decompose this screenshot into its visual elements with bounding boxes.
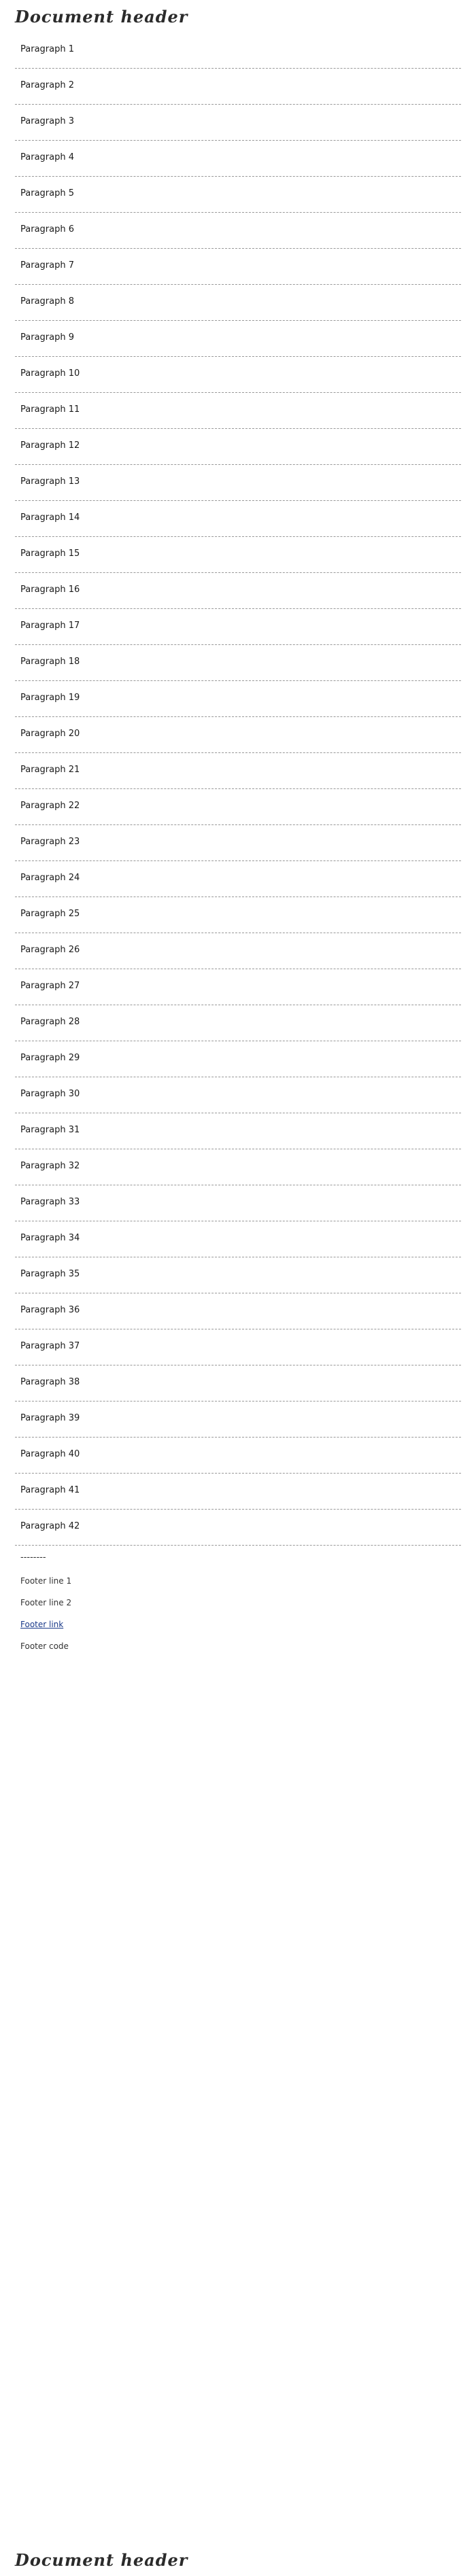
paragraph: Paragraph 10 <box>15 357 461 393</box>
paragraph: Paragraph 7 <box>15 249 461 285</box>
paragraph: Paragraph 1 <box>15 33 461 69</box>
footer-line: Footer line 2 <box>20 1598 72 1607</box>
paragraph: Paragraph 14 <box>15 501 461 537</box>
separator: -------- <box>20 1552 46 1563</box>
site-banner-bottom <box>0 2543 476 2576</box>
paragraph: Paragraph 6 <box>15 213 461 249</box>
paragraph: Paragraph 18 <box>15 645 461 681</box>
paragraph: Paragraph 5 <box>15 177 461 213</box>
paragraph: Paragraph 37 <box>15 1329 461 1365</box>
paragraph: Paragraph 11 <box>15 393 461 429</box>
paragraph: Paragraph 22 <box>15 789 461 825</box>
paragraph: Paragraph 39 <box>15 1402 461 1438</box>
article-footer <box>0 1546 476 1657</box>
paragraph: Paragraph 40 <box>15 1438 461 1474</box>
paragraph: Paragraph 26 <box>15 933 461 969</box>
paragraph: Paragraph 12 <box>15 429 461 465</box>
paragraph: Paragraph 36 <box>15 1293 461 1329</box>
site-banner-text: Document header <box>15 6 188 27</box>
article-body <box>0 33 476 1546</box>
paragraph: Paragraph 15 <box>15 537 461 573</box>
paragraph: Paragraph 16 <box>15 573 461 609</box>
paragraph: Paragraph 34 <box>15 1221 461 1257</box>
paragraph: Paragraph 35 <box>15 1257 461 1293</box>
paragraph: Paragraph 19 <box>15 681 461 717</box>
paragraph: Paragraph 21 <box>15 753 461 789</box>
footer-line: Footer line 1 <box>20 1576 72 1586</box>
paragraph: Paragraph 31 <box>15 1113 461 1149</box>
footer-link[interactable] <box>15 1614 461 1635</box>
paragraph: Paragraph 20 <box>15 717 461 753</box>
paragraph: Paragraph 2 <box>15 69 461 105</box>
paragraph: Paragraph 27 <box>15 969 461 1005</box>
footer-link-text[interactable]: Footer link <box>20 1620 64 1629</box>
paragraph: Paragraph 24 <box>15 861 461 897</box>
paragraph: Paragraph 25 <box>15 897 461 933</box>
paragraph: Paragraph 28 <box>15 1005 461 1041</box>
paragraph: Paragraph 3 <box>15 105 461 141</box>
site-banner-text: Document header <box>15 2549 188 2570</box>
footer-code: Footer code <box>20 1641 69 1651</box>
paragraph: Paragraph 38 <box>15 1365 461 1402</box>
paragraph: Paragraph 41 <box>15 1474 461 1510</box>
paragraph: Paragraph 9 <box>15 321 461 357</box>
paragraph: Paragraph 13 <box>15 465 461 501</box>
paragraph: Paragraph 33 <box>15 1185 461 1221</box>
paragraph: Paragraph 8 <box>15 285 461 321</box>
paragraph: Paragraph 32 <box>15 1149 461 1185</box>
paragraph: Paragraph 17 <box>15 609 461 645</box>
site-banner-top <box>0 0 476 33</box>
paragraph: Paragraph 29 <box>15 1041 461 1077</box>
paragraph: Paragraph 4 <box>15 141 461 177</box>
paragraph: Paragraph 23 <box>15 825 461 861</box>
paragraph: Paragraph 30 <box>15 1077 461 1113</box>
paragraph: Paragraph 42 <box>15 1510 461 1546</box>
